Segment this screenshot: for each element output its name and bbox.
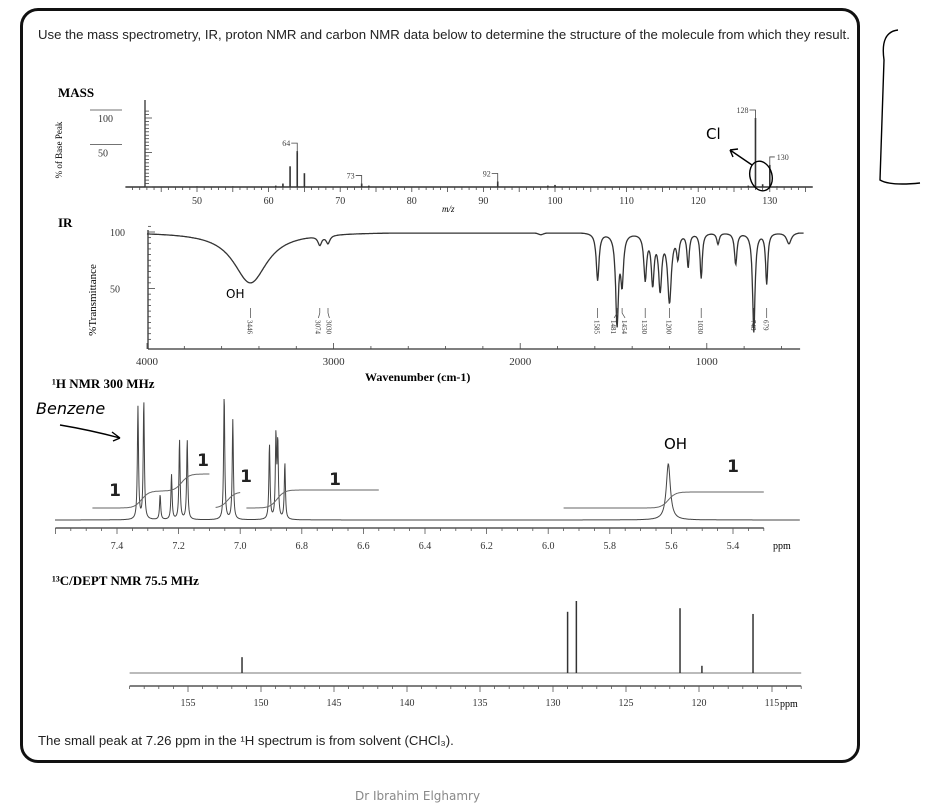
- ir-peak-label: 3074: [313, 320, 322, 334]
- c-nmr-x-tick-label: 130: [545, 698, 561, 709]
- mass-peak-label: 128: [736, 106, 749, 115]
- ir-peak-label: 1585: [592, 320, 601, 334]
- mass-x-tick-label: 90: [478, 196, 489, 207]
- mass-peak-label: 92: [482, 169, 491, 179]
- h-nmr-integration-label: 1: [109, 481, 121, 501]
- mass-spectrum: [90, 100, 813, 207]
- mass-x-tick-label: 50: [192, 196, 202, 207]
- handwritten-annotations: [60, 30, 920, 441]
- ir-xlabel: Wavenumber (cm-1): [365, 370, 471, 384]
- ir-peak-leader: [318, 308, 319, 318]
- h-nmr-integration-curve: [216, 493, 241, 508]
- h-nmr-x-tick-label: 6.8: [295, 541, 309, 552]
- h-nmr-xlabel: ppm: [773, 541, 791, 552]
- h-nmr-x-tick-label: 7.2: [172, 541, 185, 552]
- mass-xlabel: m/z: [442, 204, 455, 214]
- c-nmr-spectrum: [130, 601, 802, 709]
- mass-peak-label: 64: [282, 139, 291, 149]
- c-nmr-x-tick-label: 120: [691, 698, 707, 709]
- ir-peak-label: 748: [748, 320, 757, 331]
- h-nmr-integration-label: 1: [329, 470, 341, 490]
- h-nmr-x-tick-label: 6.4: [418, 541, 432, 552]
- mass-x-tick-label: 60: [263, 196, 274, 207]
- benzene-annotation: Benzene: [36, 399, 106, 418]
- ir-x-tick-label: 1000: [695, 356, 718, 368]
- mass-x-tick-label: 130: [762, 196, 778, 207]
- mass-x-tick-label: 120: [690, 196, 706, 207]
- mass-title: MASS: [58, 85, 95, 100]
- h-nmr-integration-curve: [246, 490, 378, 508]
- mass-peak-leader: [749, 110, 755, 120]
- ir-peak-label: 679: [761, 320, 770, 331]
- mass-peak-label: 73: [346, 171, 355, 181]
- ir-peak-label: 1030: [696, 320, 705, 334]
- h-nmr-x-tick-label: 5.8: [603, 541, 617, 552]
- arrow-annotation: [730, 149, 752, 165]
- ir-peak-label: 3030: [324, 320, 333, 334]
- mass-peak-leader: [356, 176, 362, 186]
- ir-peak-label: 1481: [609, 320, 618, 334]
- mass-ylabel: % of Base Peak: [54, 121, 64, 179]
- ir-oh-annotation: OH: [226, 287, 245, 301]
- h-nmr-x-tick-label: 6.0: [541, 541, 555, 552]
- bracket-drawing: [880, 30, 920, 184]
- ir-title: IR: [58, 215, 73, 230]
- intro-text: Use the mass spectrometry, IR, proton NMR and carbon NMR data below to determine the structure of the molecule from which they result.: [38, 27, 850, 42]
- c-nmr-x-tick-label: 125: [618, 698, 634, 709]
- mass-y-tick-label: 50: [98, 148, 108, 160]
- ir-y-tick-label: 100: [110, 228, 125, 239]
- ir-peak-leader: [328, 308, 329, 318]
- h-nmr-x-tick-label: 7.0: [233, 541, 247, 552]
- c-nmr-x-tick-label: 150: [253, 698, 269, 709]
- ir-peak-label: 1200: [664, 320, 673, 334]
- ir-peak-leader: [622, 308, 625, 318]
- mass-x-tick-label: 100: [547, 196, 563, 207]
- ir-peak-label: 1454: [620, 320, 629, 334]
- h-nmr-title: ¹H NMR 300 MHz: [52, 376, 155, 391]
- c-nmr-x-tick-label: 155: [180, 698, 196, 709]
- h-nmr-spectrum-line: [55, 399, 800, 520]
- credit-text: Dr Ibrahim Elghamry: [355, 789, 481, 803]
- mass-x-tick-label: 80: [406, 196, 417, 207]
- ir-transmittance-curve: [147, 233, 804, 332]
- mass-peak-label: 130: [776, 152, 789, 162]
- c-nmr-x-tick-label: 145: [326, 698, 342, 709]
- ir-x-tick-label: 3000: [322, 356, 345, 368]
- mass-peak-leader: [492, 173, 498, 183]
- h-nmr-spectrum: [55, 399, 800, 552]
- ir-x-tick-label: 4000: [136, 356, 158, 368]
- mass-y-tick-label: 100: [98, 114, 113, 125]
- h-nmr-x-tick-label: 7.4: [110, 541, 124, 552]
- nmr-oh-annotation: OH: [664, 435, 688, 453]
- h-nmr-integration-label: 1: [240, 467, 252, 487]
- c-nmr-x-tick-label: 135: [472, 698, 488, 709]
- footer-note: The small peak at 7.26 ppm in the ¹H spectrum is from solvent (CHCl₃).: [38, 733, 454, 748]
- h-nmr-x-tick-label: 6.2: [480, 541, 493, 552]
- h-nmr-integration-label: 1: [197, 451, 209, 471]
- mass-peak-leader: [291, 143, 297, 153]
- cl-annotation: Cl: [706, 125, 721, 143]
- h-nmr-x-tick-label: 5.6: [665, 541, 678, 552]
- mass-x-tick-label: 70: [335, 196, 346, 207]
- ir-y-tick-label: 50: [110, 284, 120, 296]
- ir-peak-label: 1330: [640, 320, 649, 334]
- ir-x-tick-label: 2000: [509, 356, 532, 368]
- c-nmr-x-tick-label: 140: [399, 698, 415, 709]
- ir-ylabel: %Transmittance: [87, 264, 99, 336]
- arrow-annotation: [60, 425, 120, 441]
- h-nmr-x-tick-label: 5.4: [726, 541, 740, 552]
- h-nmr-x-tick-label: 6.6: [357, 541, 370, 552]
- c-nmr-title: ¹³C/DEPT NMR 75.5 MHz: [52, 573, 199, 588]
- ir-peak-label: 3446: [245, 320, 254, 334]
- ir-spectrum: [110, 226, 804, 368]
- c-nmr-xlabel: ppm: [780, 699, 798, 710]
- h-nmr-integration-label: 1: [727, 457, 739, 477]
- mass-x-tick-label: 110: [619, 196, 634, 207]
- c-nmr-x-tick-label: 115: [764, 698, 780, 709]
